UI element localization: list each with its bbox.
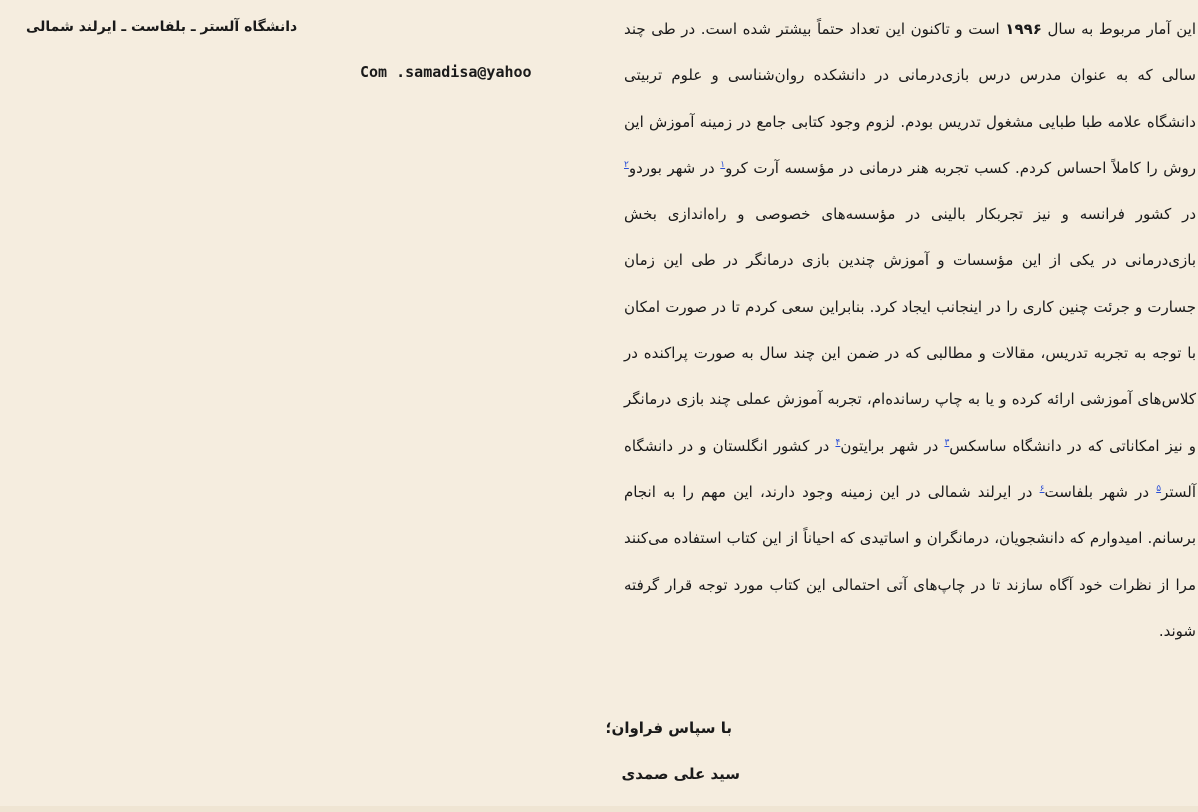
footnote-link-6[interactable]: ۶: [1039, 483, 1045, 494]
author-email: Com .samadisa@yahoo: [360, 63, 532, 81]
footnote-link-5[interactable]: ۵: [1156, 483, 1162, 494]
text-segment: در شهر بوردو: [628, 158, 721, 177]
footnote-link-4[interactable]: ۴: [835, 437, 841, 448]
page-bottom-band: [0, 806, 1198, 812]
preface-paragraph: [624, 6, 1196, 654]
year-highlight: ۱۹۹۶: [1005, 20, 1042, 38]
footnote-link-1[interactable]: ۱: [720, 159, 726, 170]
text-segment: این آمار مربوط به سال: [1041, 20, 1196, 38]
footnote-link-2[interactable]: ۲: [624, 159, 629, 170]
text-segment: است و تاکنون این تعداد حتماً بیشتر شده است. در طی چند سالی که به عنوان مدرس درس بازی‌درمانی در دانشکده روان‌شناسی و علوم تربیتی دانشگاه علامه طبا طبایی مشغول تدریس بودم. لزوم وجود کتابی جامع در زمینه آموزش این روش را کاملاً احساس کردم. کسب تجربه هنر درمانی در مؤسسه آرت کرو: [624, 20, 1197, 177]
preface-body: [624, 6, 1196, 654]
author-name: سید علی صمدی: [621, 765, 740, 783]
text-segment: در کشور فرانسه و نیز تجربکار بالینی در مؤسسه‌های خصوصی و راه‌اندازی بخش بازی‌درمانی در یکی از این مؤسسات و آموزش چندین بازی درمانگر در طی این زمان جسارت و جرئت چنین کاری را در اینجانب ایجاد کرد. بنابراین سعی کردم تا در صورت امکان با توجه به تجربه تدریس، مقالات و مطالبی که در ضمن این چند سال به صورت پراکنده در کلاس‌های آموزشی ارائه کرده و یا به چاپ رسانده‌ام، تجربه آموزش عملی چند بازی درمانگر و نیز امکاناتی که در دانشگاه ساسکس: [624, 205, 1196, 455]
author-affiliation: دانشگاه آلستر ـ بلفاست ـ ایرلند شمالی: [26, 19, 298, 35]
closing-thanks: با سپاس فراوان؛: [605, 719, 732, 737]
text-segment: در شهر برایتون: [840, 436, 945, 455]
text-segment: در ایرلند شمالی در این زمینه وجود دارند، این مهم را به انجام برسانم. امیدوارم که دانشجویان، درمانگران و اساتیدی که احیاناً از این کتاب استفاده می‌کنند مرا از نظرات خود آگاه سازند تا در چاپ‌های آتی احتمالی این کتاب مورد توجه قرار گرفته شوند.: [624, 482, 1196, 640]
footnote-link-3[interactable]: ۳: [944, 437, 950, 448]
text-segment: در شهر بلفاست: [1044, 482, 1157, 501]
text-segment: در کشور انگلستان و در دانشگاه آلستر: [624, 436, 1196, 501]
